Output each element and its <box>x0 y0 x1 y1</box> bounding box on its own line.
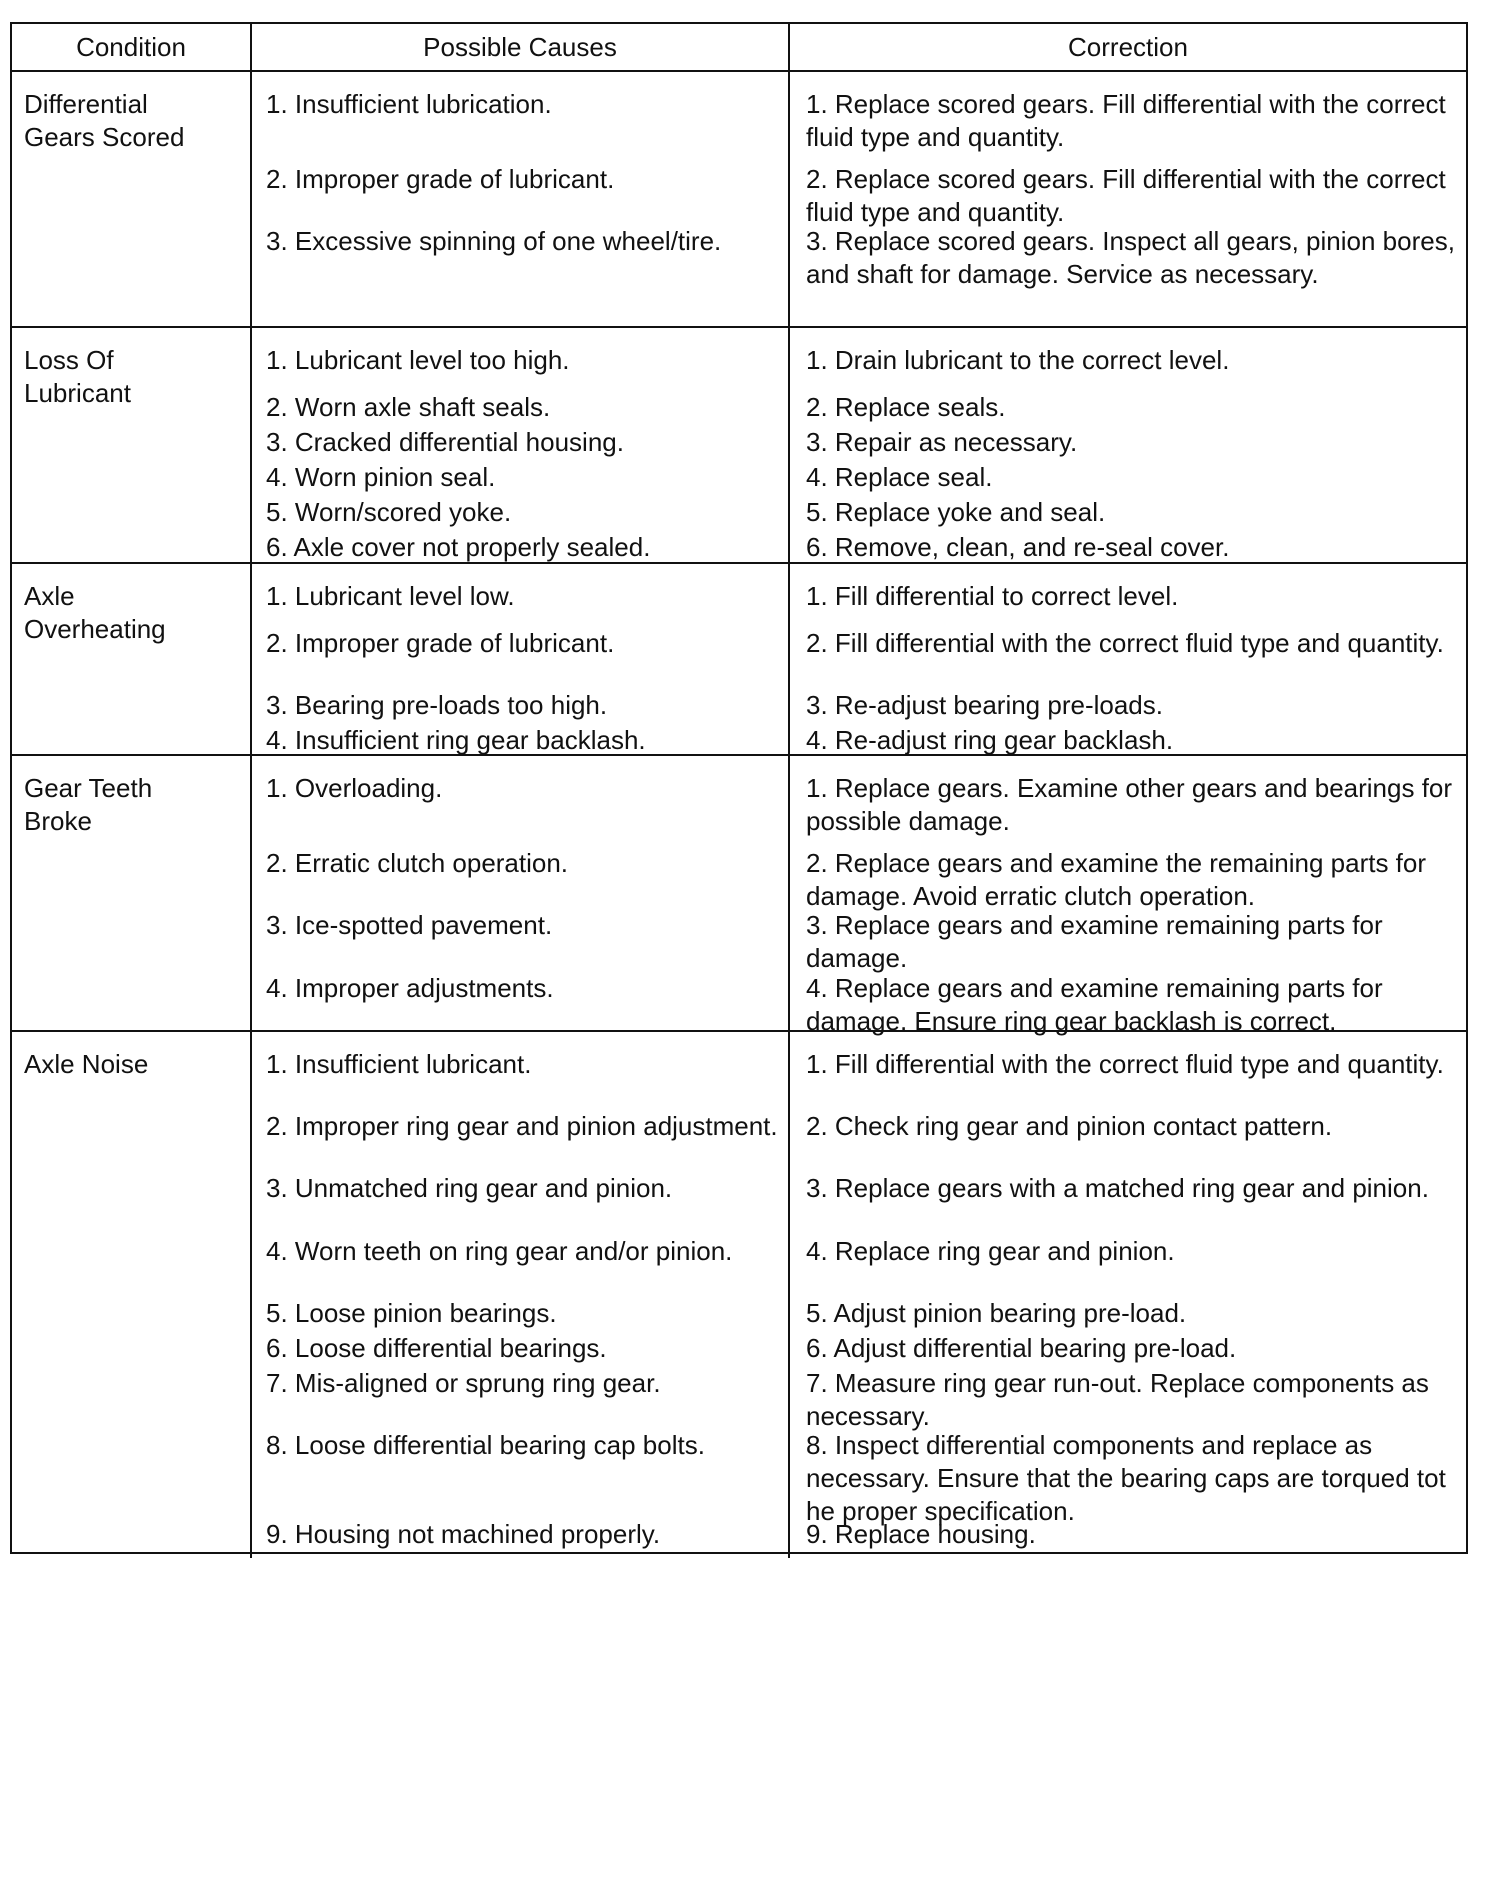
cause-item: 2. Worn axle shaft seals. <box>266 392 551 422</box>
cause-item: 1. Lubricant level too high. <box>266 345 570 375</box>
cause-item: 1. Insufficient lubricant. <box>266 1049 532 1079</box>
cause-item: 6. Loose differential bearings. <box>266 1333 607 1363</box>
cause-item: 2. Improper grade of lubricant. <box>266 164 615 194</box>
table-section <box>12 1032 1466 1552</box>
condition-text: Axle Noise <box>24 1049 149 1079</box>
header-correction: Correction <box>788 24 1466 70</box>
condition-cell <box>12 72 250 326</box>
condition-text: Overheating <box>24 614 166 644</box>
correction-item: 4. Re-adjust ring gear backlash. <box>806 725 1174 755</box>
header-possible-causes: Possible Causes <box>250 24 788 70</box>
cause-item: 3. Cracked differential housing. <box>266 427 624 457</box>
table-section <box>12 72 1466 328</box>
correction-item: 2. Check ring gear and pinion contact pattern. <box>806 1111 1333 1141</box>
causes-cell <box>250 328 788 564</box>
condition-text: Gear Teeth <box>24 773 153 803</box>
cause-item: 3. Ice-spotted pavement. <box>266 910 553 940</box>
cause-item: 5. Loose pinion bearings. <box>266 1298 557 1328</box>
cause-item: 3. Excessive spinning of one wheel/tire. <box>266 226 722 256</box>
condition-text: Gears Scored <box>24 122 185 152</box>
corrections-cell <box>788 328 1466 564</box>
condition-cell <box>12 1032 250 1558</box>
cause-item: 3. Unmatched ring gear and pinion. <box>266 1173 673 1203</box>
correction-item: 3. Replace scored gears. Inspect all gears, pinion bores, and shaft for damage. Service as necessary. <box>806 226 1455 289</box>
correction-item: 3. Replace gears with a matched ring gear and pinion. <box>806 1173 1429 1203</box>
causes-cell <box>250 564 788 756</box>
correction-item: 4. Replace ring gear and pinion. <box>806 1236 1175 1266</box>
correction-item: 2. Replace seals. <box>806 392 1006 422</box>
correction-item: 1. Fill differential with the correct fluid type and quantity. <box>806 1049 1444 1079</box>
correction-item: 1. Fill differential to correct level. <box>806 581 1179 611</box>
correction-item: 5. Replace yoke and seal. <box>806 497 1106 527</box>
table-section <box>12 564 1466 756</box>
corrections-cell <box>788 564 1466 756</box>
correction-item: 2. Replace gears and examine the remaining parts for damage. Avoid erratic clutch operation. <box>806 848 1427 911</box>
table-section <box>12 328 1466 564</box>
correction-item: 1. Replace gears. Examine other gears and bearings for possible damage. <box>806 773 1453 836</box>
cause-item: 4. Worn pinion seal. <box>266 462 496 492</box>
correction-item: 1. Replace scored gears. Fill differential with the correct fluid type and quantity. <box>806 89 1446 152</box>
correction-item: 4. Replace gears and examine remaining parts for damage. Ensure ring gear backlash is correct. <box>806 973 1383 1036</box>
cause-item: 1. Insufficient lubrication. <box>266 89 552 119</box>
correction-item: 3. Replace gears and examine remaining parts for damage. <box>806 910 1383 973</box>
causes-cell <box>250 756 788 1032</box>
correction-item: 3. Repair as necessary. <box>806 427 1078 457</box>
correction-item: 8. Inspect differential components and replace as necessary. Ensure that the bearing caps are torqued tot he proper specification. <box>806 1430 1446 1526</box>
causes-cell <box>250 1032 788 1558</box>
corrections-cell <box>788 1032 1466 1558</box>
corrections-cell <box>788 756 1466 1036</box>
correction-item: 1. Drain lubricant to the correct level. <box>806 345 1230 375</box>
cause-item: 8. Loose differential bearing cap bolts. <box>266 1430 705 1460</box>
troubleshooting-table <box>10 22 1468 1554</box>
cause-item: 2. Improper grade of lubricant. <box>266 628 615 658</box>
condition-text: Axle <box>24 581 75 611</box>
condition-text: Loss Of <box>24 345 114 375</box>
correction-item: 2. Fill differential with the correct fluid type and quantity. <box>806 628 1444 658</box>
cause-item: 1. Overloading. <box>266 773 443 803</box>
condition-cell <box>12 328 250 564</box>
table-header-row <box>12 24 1466 72</box>
correction-item: 6. Remove, clean, and re-seal cover. <box>806 532 1230 562</box>
cause-item: 2. Improper ring gear and pinion adjustment. <box>266 1111 778 1141</box>
header-condition: Condition <box>76 31 186 62</box>
correction-item: 9. Replace housing. <box>806 1519 1036 1549</box>
correction-item: 4. Replace seal. <box>806 462 993 492</box>
cause-item: 4. Insufficient ring gear backlash. <box>266 725 646 755</box>
cause-item: 4. Worn teeth on ring gear and/or pinion. <box>266 1236 733 1266</box>
cause-item: 7. Mis-aligned or sprung ring gear. <box>266 1368 661 1398</box>
condition-cell <box>12 564 250 756</box>
correction-item: 2. Replace scored gears. Fill differential with the correct fluid type and quantity. <box>806 164 1446 227</box>
cause-item: 2. Erratic clutch operation. <box>266 848 569 878</box>
table-section <box>12 756 1466 1036</box>
cause-item: 9. Housing not machined properly. <box>266 1519 661 1549</box>
correction-item: 7. Measure ring gear run-out. Replace components as necessary. <box>806 1368 1429 1431</box>
condition-text: Broke <box>24 806 92 836</box>
cause-item: 5. Worn/scored yoke. <box>266 497 512 527</box>
cause-item: 4. Improper adjustments. <box>266 973 554 1003</box>
correction-item: 3. Re-adjust bearing pre-loads. <box>806 690 1163 720</box>
cause-item: 6. Axle cover not properly sealed. <box>266 532 651 562</box>
cause-item: 1. Lubricant level low. <box>266 581 515 611</box>
correction-item: 6. Adjust differential bearing pre-load. <box>806 1333 1237 1363</box>
cause-item: 3. Bearing pre-loads too high. <box>266 690 608 720</box>
causes-cell <box>250 72 788 326</box>
condition-cell <box>12 756 250 1032</box>
correction-item: 5. Adjust pinion bearing pre-load. <box>806 1298 1187 1328</box>
corrections-cell <box>788 72 1466 326</box>
condition-text: Lubricant <box>24 378 131 408</box>
condition-text: Differential <box>24 89 148 119</box>
